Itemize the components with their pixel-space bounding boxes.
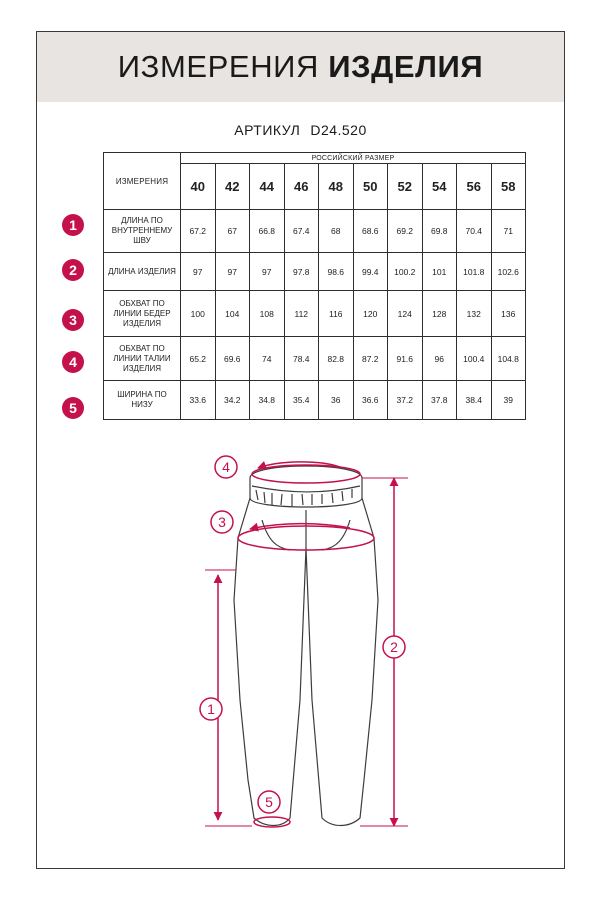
table-cell: 116 xyxy=(319,291,354,337)
article-line xyxy=(37,122,564,138)
table-row xyxy=(104,253,526,291)
table-cell: 101.8 xyxy=(457,253,492,291)
size-header: 54 xyxy=(422,164,457,210)
table-cell: 71 xyxy=(491,210,526,253)
diagram-label-text: 3 xyxy=(218,514,226,530)
row-label: ДЛИНА ПО ВНУТРЕННЕМУ ШВУ xyxy=(104,210,181,253)
table-cell: 112 xyxy=(284,291,319,337)
row-number-badge: 1 xyxy=(62,214,84,236)
size-header: 48 xyxy=(319,164,354,210)
table-cell: 128 xyxy=(422,291,457,337)
table-cell: 66.8 xyxy=(250,210,285,253)
table-cell: 100.4 xyxy=(457,337,492,381)
diagram-label-1 xyxy=(200,698,222,720)
table-cell: 98.6 xyxy=(319,253,354,291)
table-cell: 65.2 xyxy=(181,337,216,381)
table-cell: 91.6 xyxy=(388,337,423,381)
table-cell: 136 xyxy=(491,291,526,337)
table-cell: 34.2 xyxy=(215,381,250,420)
table-cell: 102.6 xyxy=(491,253,526,291)
table-cell: 67.2 xyxy=(181,210,216,253)
table-cell: 36 xyxy=(319,381,354,420)
diagram-label-2 xyxy=(383,636,405,658)
row-label: ШИРИНА ПО НИЗУ xyxy=(104,381,181,420)
title-band xyxy=(37,32,564,102)
table-row xyxy=(104,381,526,420)
row-number-badge: 5 xyxy=(62,397,84,419)
diagram-label-text: 4 xyxy=(222,459,230,475)
table-cell: 67 xyxy=(215,210,250,253)
table-cell: 97 xyxy=(181,253,216,291)
diagram-label-text: 5 xyxy=(265,794,273,810)
table-cell: 68.6 xyxy=(353,210,388,253)
table-cell: 132 xyxy=(457,291,492,337)
row-label: ОБХВАТ ПО ЛИНИИ БЕДЕР ИЗДЕЛИЯ xyxy=(104,291,181,337)
table-cell: 37.8 xyxy=(422,381,457,420)
table-cell: 78.4 xyxy=(284,337,319,381)
table-row xyxy=(104,210,526,253)
table-row xyxy=(104,337,526,381)
table-cell: 97.8 xyxy=(284,253,319,291)
table-cell: 69.6 xyxy=(215,337,250,381)
table-cell: 67.4 xyxy=(284,210,319,253)
row-label: ДЛИНА ИЗДЕЛИЯ xyxy=(104,253,181,291)
table-cell: 74 xyxy=(250,337,285,381)
size-header: 42 xyxy=(215,164,250,210)
table-cell: 38.4 xyxy=(457,381,492,420)
table-cell: 124 xyxy=(388,291,423,337)
table-cell: 37.2 xyxy=(388,381,423,420)
title-bold: ИЗДЕЛИЯ xyxy=(328,49,484,84)
diagram-label-5 xyxy=(258,791,280,813)
table-cell: 69.2 xyxy=(388,210,423,253)
table-cell: 36.6 xyxy=(353,381,388,420)
page-title xyxy=(37,32,564,102)
table-cell: 101 xyxy=(422,253,457,291)
table-cell: 82.8 xyxy=(319,337,354,381)
size-header: 58 xyxy=(491,164,526,210)
size-header: 44 xyxy=(250,164,285,210)
row-number-badge: 4 xyxy=(62,351,84,373)
table-cell: 100 xyxy=(181,291,216,337)
row-label: ОБХВАТ ПО ЛИНИИ ТАЛИИ ИЗДЕЛИЯ xyxy=(104,337,181,381)
table-cell: 39 xyxy=(491,381,526,420)
table-cell: 120 xyxy=(353,291,388,337)
table-cell: 35.4 xyxy=(284,381,319,420)
article-label: АРТИКУЛ xyxy=(234,122,301,138)
table-cell: 69.8 xyxy=(422,210,457,253)
table-cell: 100.2 xyxy=(388,253,423,291)
measure-header: ИЗМЕРЕНИЯ xyxy=(104,153,181,210)
table-cell: 87.2 xyxy=(353,337,388,381)
table-cell: 97 xyxy=(215,253,250,291)
table-cell: 104 xyxy=(215,291,250,337)
size-header: 56 xyxy=(457,164,492,210)
title-light: ИЗМЕРЕНИЯ xyxy=(117,49,320,84)
diagram-label-4 xyxy=(215,456,237,478)
table-cell: 104.8 xyxy=(491,337,526,381)
table-cell: 34.8 xyxy=(250,381,285,420)
size-header: 46 xyxy=(284,164,319,210)
diagram-label-3 xyxy=(211,511,233,533)
table-cell: 99.4 xyxy=(353,253,388,291)
article-code: D24.520 xyxy=(310,122,367,138)
size-header: 40 xyxy=(181,164,216,210)
table-row xyxy=(104,291,526,337)
size-header: 50 xyxy=(353,164,388,210)
size-table xyxy=(103,152,526,420)
table-cell: 68 xyxy=(319,210,354,253)
spec-sheet-frame xyxy=(36,31,565,869)
row-number-badge: 3 xyxy=(62,309,84,331)
table-cell: 96 xyxy=(422,337,457,381)
diagram-label-text: 2 xyxy=(390,639,398,655)
row-number-badge: 2 xyxy=(62,259,84,281)
diagram-label-text: 1 xyxy=(207,701,215,717)
table-cell: 33.6 xyxy=(181,381,216,420)
table-cell: 108 xyxy=(250,291,285,337)
size-group-header: РОССИЙСКИЙ РАЗМЕР xyxy=(181,153,526,164)
table-cell: 70.4 xyxy=(457,210,492,253)
table-cell: 97 xyxy=(250,253,285,291)
size-header: 52 xyxy=(388,164,423,210)
